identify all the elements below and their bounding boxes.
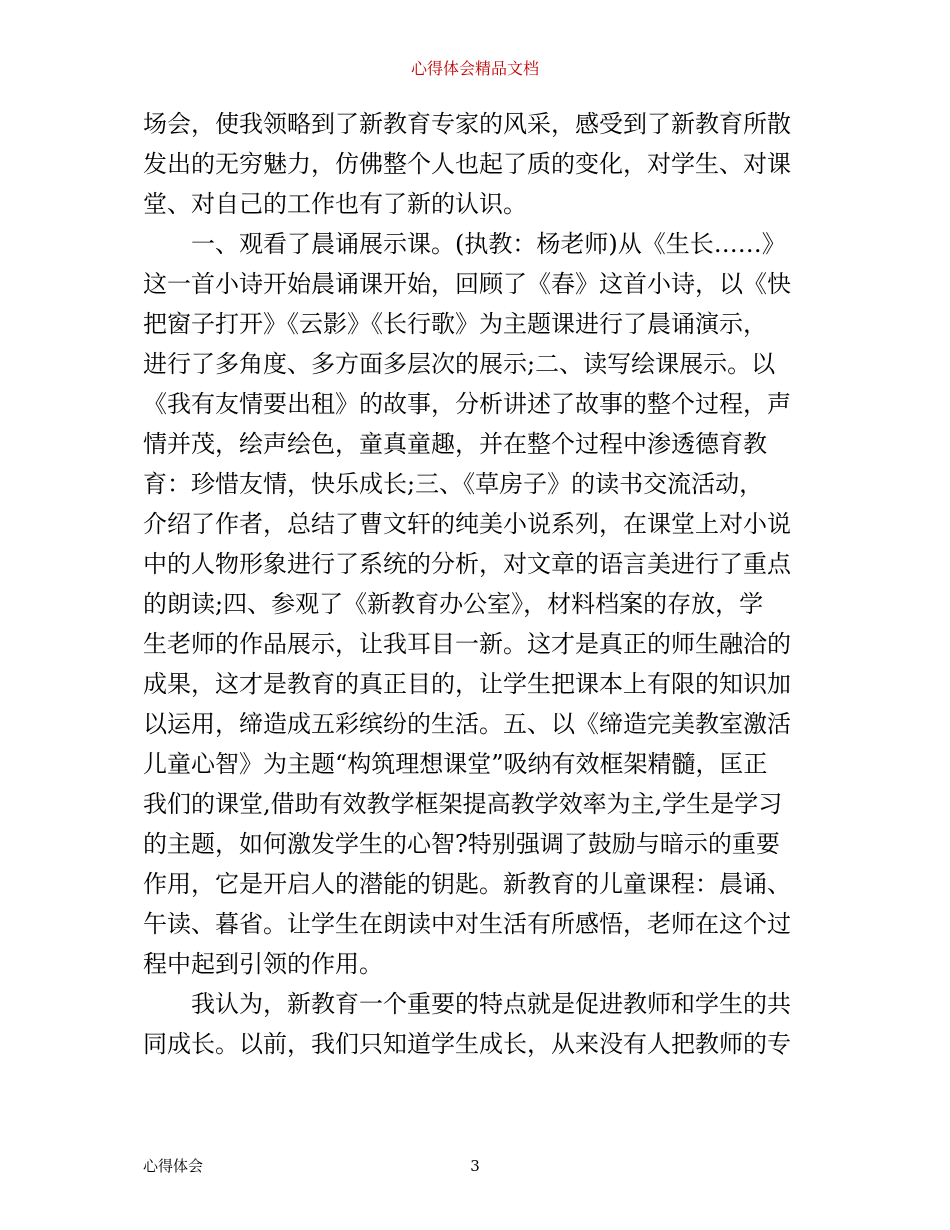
body-line: 这一首小诗开始晨诵课开始，回顾了《春》这首小诗，以《快: [143, 270, 791, 298]
page-number: 3: [470, 1157, 480, 1175]
body-line: 程中起到引领的作用。: [143, 950, 383, 978]
body-line: 我认为，新教育一个重要的特点就是促进教师和学生的共: [143, 990, 791, 1018]
body-line: 作用，它是开启人的潜能的钥匙。新教育的儿童课程：晨诵、: [143, 870, 791, 898]
body-line: 进行了多角度、多方面多层次的展示;二、读写绘课展示。以: [143, 350, 776, 378]
body-line: 发出的无穷魅力，仿佛整个人也起了质的变化，对学生、对课: [143, 150, 791, 178]
document-body: [143, 104, 811, 1064]
body-line: 《我有友情要出租》的故事，分析讲述了故事的整个过程，声: [143, 390, 791, 418]
body-line: 育：珍惜友情，快乐成长;三、《草房子》的读书交流活动，: [143, 470, 764, 498]
body-line: 介绍了作者，总结了曹文轩的纯美小说系列，在课堂上对小说: [143, 510, 791, 538]
body-line: 一、观看了晨诵展示课。(执教：杨老师)从《生长……》: [143, 230, 786, 258]
body-line: 成果，这才是教育的真正目的，让学生把课本上有限的知识加: [143, 670, 791, 698]
body-line: 午读、暮省。让学生在朗读中对生活有所感悟，老师在这个过: [143, 910, 791, 938]
footer-label: 心得体会: [143, 1157, 204, 1175]
body-line: 以运用，缔造成五彩缤纷的生活。五、以《缔造完美教室激活: [143, 710, 791, 738]
body-line: 中的人物形象进行了系统的分析，对文章的语言美进行了重点: [143, 550, 791, 578]
body-line: 场会，使我领略到了新教育专家的风采，感受到了新教育所散: [143, 110, 791, 138]
body-line: 的朗读;四、参观了《新教育办公室》，材料档案的存放，学: [143, 590, 764, 618]
body-line: 我们的课堂,借助有效教学框架提高教学效率为主,学生是学习: [143, 790, 783, 818]
body-line: 同成长。以前，我们只知道学生成长，从来没有人把教师的专: [143, 1030, 791, 1058]
body-line: 生老师的作品展示，让我耳目一新。这才是真正的师生融洽的: [143, 630, 791, 658]
body-line: 把窗子打开》《云影》《长行歌》为主题课进行了晨诵演示，: [143, 310, 767, 338]
body-line: 情并茂，绘声绘色，童真童趣，并在整个过程中渗透德育教: [143, 430, 767, 458]
body-line: 堂、对自己的工作也有了新的认识。: [143, 190, 527, 218]
document-header-title: 心得体会精品文档: [410, 59, 539, 78]
body-line: 的主题，如何激发学生的心智?特别强调了鼓励与暗示的重要: [143, 830, 780, 858]
body-line: 儿童心智》为主题“构筑理想课堂”吸纳有效框架精髓，匡正: [143, 750, 768, 778]
